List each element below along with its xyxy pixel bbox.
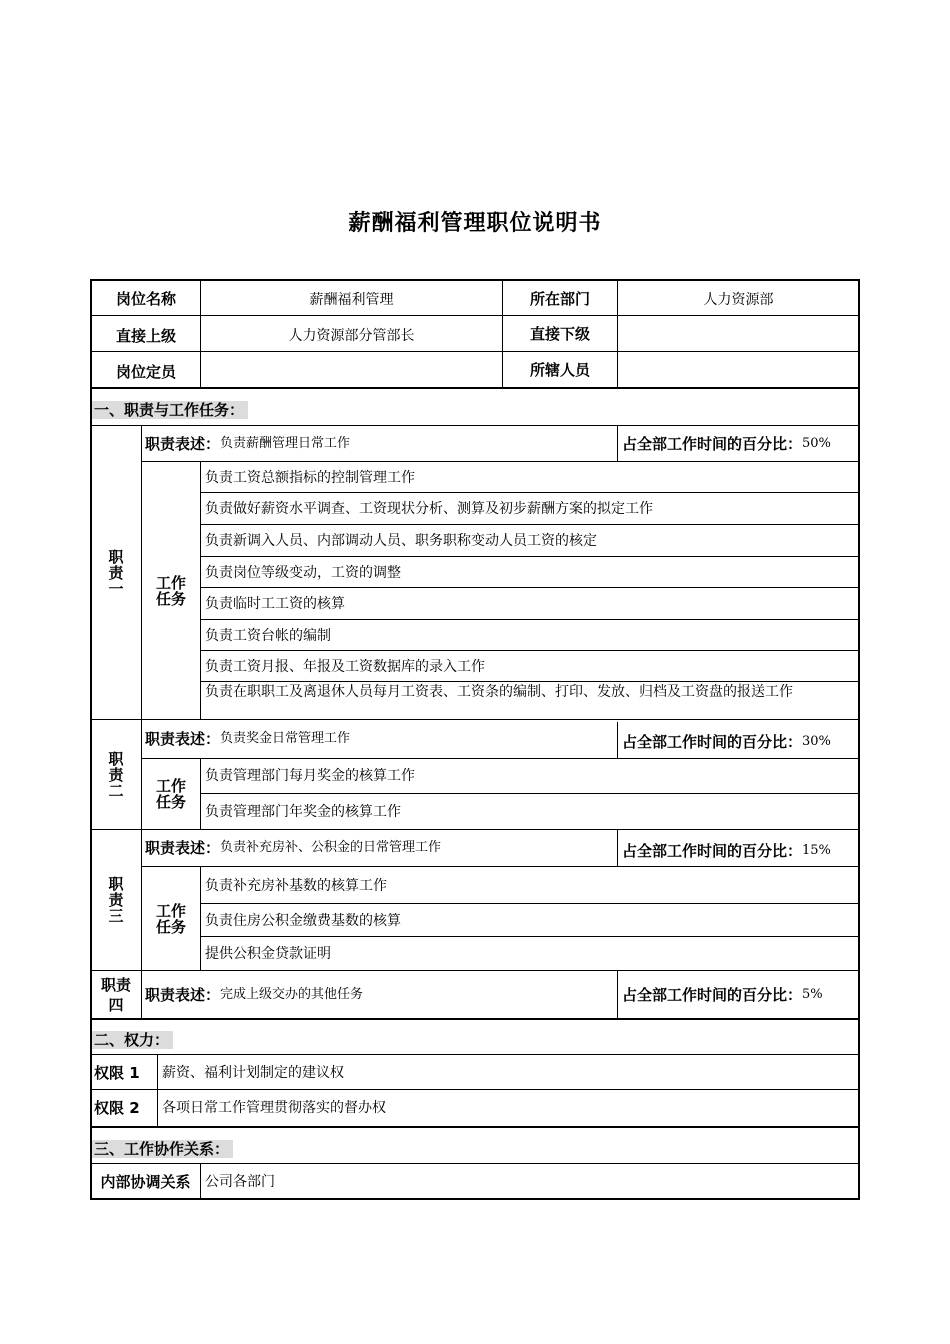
- duty-1-task: 负责做好薪资水平调查、工资现状分析、测算及初步薪酬方案的拟定工作: [205, 500, 653, 517]
- duty-1-task: 负责工资总额指标的控制管理工作: [205, 469, 415, 486]
- department-value: 人力资源部: [703, 292, 774, 308]
- duty-1-task: 负责在职职工及离退休人员每月工资表、工资条的编制、打印、发放、归档及工资盘的报送工作: [205, 684, 793, 700]
- duty-4-percentage: 占全部工作时间的百分比： 5%: [622, 986, 823, 1004]
- duty-2-percentage: 占全部工作时间的百分比： 30%: [622, 733, 831, 751]
- duty-1-task: 负责工资月报、年报及工资数据库的录入工作: [205, 658, 485, 675]
- quota-label: 岗位定员: [115, 363, 176, 381]
- duty-1-task: 负责岗位等级变动，工资的调整: [205, 564, 401, 581]
- position-name-value: 薪酬福利管理: [309, 292, 394, 308]
- duty-4-description: 职责表述： 完成上级交办的其他任务: [145, 986, 364, 1004]
- duty-3-task: 提供公积金贷款证明: [205, 945, 331, 962]
- subordinate-value: [618, 316, 859, 351]
- duty-3-description: 职责表述： 负责补充房补、公积金的日常管理工作: [145, 839, 442, 857]
- duty-1-task: 负责工资台帐的编制: [205, 627, 331, 644]
- duty-3-task: 负责补充房补基数的核算工作: [205, 877, 387, 894]
- duty-2-task: 负责管理部门每月奖金的核算工作: [205, 768, 415, 784]
- duty-1-task: 负责新调入人员、内部调动人员、职务职称变动人员工资的核定: [205, 532, 597, 549]
- duty-2-label: 职 责 二: [108, 750, 124, 800]
- duty-1-percentage: 占全部工作时间的百分比： 50%: [622, 435, 831, 453]
- duty-1-description: 职责表述： 负责薪酬管理日常工作: [145, 435, 351, 453]
- staff-value: [618, 352, 859, 387]
- duty-2-description: 职责表述： 负责奖金日常管理工作: [145, 730, 351, 748]
- authority-1-label: 权限 1: [94, 1063, 140, 1082]
- duty-3-task-label: 工作 任务: [155, 901, 186, 936]
- quota-value: [201, 352, 502, 387]
- duty-3-percentage: 占全部工作时间的百分比： 15%: [622, 842, 831, 860]
- authority-2-text: 各项日常工作管理贯彻落实的督办权: [162, 1100, 386, 1116]
- department-label: 所在部门: [529, 289, 590, 308]
- duty-2-task: 负责管理部门年奖金的核算工作: [205, 804, 401, 820]
- duty-3-label: 职 责 三: [108, 875, 124, 925]
- section-collaboration-heading: 三、工作协作关系：: [92, 1140, 233, 1158]
- duty-2-task-label: 工作 任务: [155, 777, 186, 811]
- superior-value: 人力资源部分管部长: [288, 328, 415, 344]
- staff-label: 所辖人员: [529, 360, 590, 379]
- internal-coordination-label: 内部协调关系: [100, 1172, 191, 1191]
- duty-4-label: 职责 四: [100, 976, 131, 1014]
- superior-label: 直接上级: [115, 327, 176, 345]
- duty-3-task: 负责住房公积金缴费基数的核算: [205, 912, 401, 929]
- internal-coordination-value: 公司各部门: [205, 1173, 275, 1190]
- position-name-label: 岗位名称: [115, 289, 176, 308]
- authority-2-label: 权限 2: [94, 1099, 140, 1117]
- section-duties-heading: 一、职责与工作任务：: [92, 401, 248, 419]
- section-authority-heading: 二、权力：: [92, 1031, 173, 1049]
- duty-1-task-label: 工作 任务: [155, 573, 186, 608]
- page-title: 薪酬福利管理职位说明书: [348, 211, 602, 236]
- duty-1-task: 负责临时工工资的核算: [205, 595, 345, 612]
- subordinate-label: 直接下级: [529, 324, 590, 343]
- authority-1-text: 薪资、福利计划制定的建议权: [162, 1064, 344, 1081]
- duty-1-label: 职 责 一: [108, 548, 124, 598]
